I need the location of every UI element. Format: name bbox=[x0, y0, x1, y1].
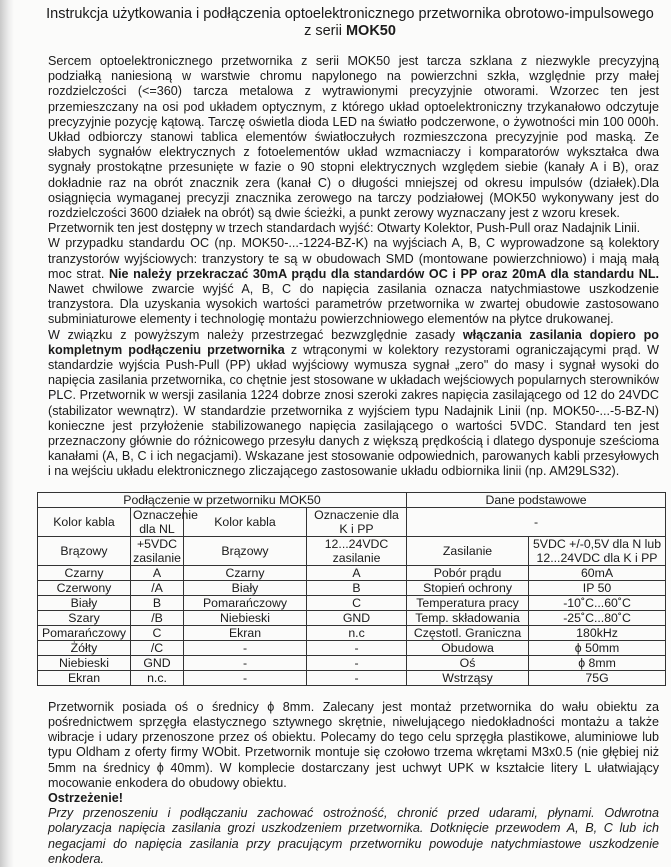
description-section bbox=[48, 54, 659, 480]
paragraph-output-standards: Przetwornik ten jest dostępny w trzech standardach wyjść: Otwarty Kolektor, Push-Pull oraz Nadajnik Linii. bbox=[48, 221, 641, 236]
cell-cable-color-kpp: Brązowy bbox=[184, 536, 307, 565]
cell-cable-color-nl: Brązowy bbox=[38, 536, 131, 565]
cell-cable-color-kpp: Biały bbox=[184, 580, 307, 595]
cell-cable-color-nl: Ekran bbox=[38, 670, 131, 685]
table-row bbox=[38, 655, 666, 670]
table-row bbox=[38, 536, 666, 565]
cell-spec-name: Częstotl. Graniczna bbox=[407, 625, 529, 640]
cell-spec-name: Zasilanie bbox=[407, 536, 529, 565]
cell-kpp-designation: - bbox=[307, 640, 407, 655]
col-basic-data: - bbox=[407, 507, 666, 536]
text-run: W związku z powyższym należy przestrzegać bezwzględnie zasady bbox=[48, 327, 463, 342]
cell-cable-color-nl: Niebieski bbox=[38, 655, 131, 670]
col-kpp-designation: Oznaczenie dla K i PP bbox=[307, 507, 407, 536]
warning-text bbox=[48, 806, 659, 867]
cell-kpp-designation: A bbox=[307, 565, 407, 580]
table-column-header bbox=[38, 507, 666, 536]
warning-heading-text: Ostrzeżenie! bbox=[48, 790, 123, 805]
group-connection: Podłączenie w przetworniku MOK50 bbox=[38, 492, 407, 507]
cell-cable-color-nl: Pomarańczowy bbox=[38, 625, 131, 640]
power-on-rule: włączania zasilania dopiero po kompletnym podłączeniu przetwornika bbox=[48, 327, 659, 357]
cell-spec-name: Oś bbox=[407, 655, 529, 670]
cell-kpp-designation: n.c bbox=[307, 625, 407, 640]
table-row bbox=[38, 640, 666, 655]
title-line-2 bbox=[40, 23, 660, 40]
cell-kpp-designation: - bbox=[307, 670, 407, 685]
cell-spec-name: Pobór prądu bbox=[407, 565, 529, 580]
cell-spec-value: 60mA bbox=[529, 565, 666, 580]
cell-kpp-designation: 12...24VDC zasilanie bbox=[307, 536, 407, 565]
cell-cable-color-kpp: Pomarańczowy bbox=[184, 595, 307, 610]
cell-cable-color-kpp: - bbox=[184, 640, 307, 655]
cell-spec-value: ϕ 50mm bbox=[529, 640, 666, 655]
table-row bbox=[38, 565, 666, 580]
cell-spec-value: -10˚C...60˚C bbox=[529, 595, 666, 610]
table-row bbox=[38, 580, 666, 595]
model-name: MOK50 bbox=[345, 23, 396, 39]
table-row bbox=[38, 670, 666, 685]
cell-cable-color-kpp: - bbox=[184, 655, 307, 670]
cell-spec-name: Temp. składowania bbox=[407, 610, 529, 625]
text-run: Nawet chwilowe zwarcie wyjść A, B, C do napięcia zasilania oznacza natychmiastowe uszkodzenie tranzystora. Dla uzyskania wysokich wartości parametrów przetwornika w zwartej obudowie zastosowano subminiaturowe elementy i technologię montażu powierzchniowego elementów na płytce drukowanej. bbox=[48, 282, 659, 327]
cell-cable-color-nl: Żółty bbox=[38, 640, 131, 655]
warning-heading bbox=[48, 791, 659, 806]
cell-kpp-designation: - bbox=[307, 655, 407, 670]
cell-cable-color-nl: Czarny bbox=[38, 565, 131, 580]
cell-spec-value: 75G bbox=[529, 670, 666, 685]
table-group-header bbox=[38, 492, 666, 507]
connection-and-specs-table bbox=[37, 492, 666, 686]
cell-cable-color-nl: Szary bbox=[38, 610, 131, 625]
cell-cable-color-nl: Czerwony bbox=[38, 580, 131, 595]
cell-nl-designation: /B bbox=[131, 610, 184, 625]
cell-spec-name: Stopień ochrony bbox=[407, 580, 529, 595]
cell-kpp-designation: GND bbox=[307, 610, 407, 625]
title-line-1: Instrukcja użytkowania i podłączenia optoelektronicznego przetwornika obrotowo-impulsowego bbox=[46, 6, 654, 22]
paragraph-intro: Sercem optoelektronicznego przetwornika z serii MOK50 jest tarcza szklana z niezwykle precyzyjną podziałką naniesioną w warstwie chromu napylonego na powierzchni szkła, względnie przy małej rozdzielczości (<=360) tarcza metalowa z wytrawionymi precyzyjnie otworami. Wzorzec ten jest przemieszczany na osi pod układem optycznym, z którego układ optoelektroniczny trzykanałowo odczytuje precyzyjnie pozycję kątową. Tarczę oświetla dioda LED na światło podczerwone, o żywotności min 100 000h. Układ odbiorczy stanowi tablica elementów światłoczułych rozmieszczona precyzyjnie pod maską. Ze słabych sygnałów elektrycznych z fotoelementów układ wzmacniaczy i komparatorów wykształca dwa sygnały prostokątne przesunięte w fazie o 90 stopni elektrycznych względem siebie (kanały A i B), oraz dokładnie raz na obrót znacznik zera (kanał C) o długości mniejszej od okresu impulsów (działek).Dla osiągnięcia wymaganej precyzji znacznika zerowego na tarczy podziałowej (MOK50 wykonywany jest do rozdzielczości 3600 działek na obrót) są dwie ścieżki, a punkt zerowy wyznaczany jest z wzoru kresek. bbox=[48, 54, 659, 221]
cell-kpp-designation: B bbox=[307, 580, 407, 595]
text-run: z wtrąconymi w kolektory rezystorami ograniczającymi prąd. W standardzie wyjścia Push-Pull (PP) układ wyjściowy wymusza sygnał „zero" do masy i sygnał wysoki do napięcia zasilania przetwornika, co chętnie jest stosowane w układach wejściowych popularnych sterowników PLC. Przetwornik w wersji zasilania 1224 dobrze znosi szeroki zakres napięcia zasilającego od 12 do 24VDC (stabilizator wewnątrz). W standardzie przetwornika z wyjściem typu Nadajnik Linii (np. MOK50-...-5-BZ-N) konieczne jest przyłożenie stabilizowanego napięcia zasilającego o wartości 5VDC. Standard ten jest przeznaczony głównie do różnicowego przesyłu danych z większą prędkością i dlatego dysponuje sześcioma kanałami (A, B, C i ich negacjami). Wskazane jest stosowanie odpowiednich, parowanych kabli przesyłowych i na wejściu układu elektronicznego zliczającego zastosowanie układu odbiornika linii (np. AM29LS32). bbox=[48, 342, 659, 479]
warning-text-body: Przy przenoszeniu i podłączaniu zachować ostrożność, chronić przed udarami, płynami. Odwrotna polaryzacja napięcia zasilania grozi uszkodzeniem przetwornika. Dotknięcie przewodem A, B, C lub ich negacjami do napięcia zasilania przy pracującym przetworniku powoduje natychmiastowe uszkodzenie enkodera. bbox=[48, 806, 659, 866]
cell-spec-value: -25˚C...80˚C bbox=[529, 610, 666, 625]
cell-nl-designation: n.c. bbox=[131, 670, 184, 685]
cell-nl-designation: /C bbox=[131, 640, 184, 655]
table-row bbox=[38, 595, 666, 610]
cell-nl-designation: +5VDC zasilanie bbox=[131, 536, 184, 565]
group-basic-data: Dane podstawowe bbox=[407, 492, 666, 507]
cell-spec-value: ϕ 8mm bbox=[529, 655, 666, 670]
cell-cable-color-kpp: Niebieski bbox=[184, 610, 307, 625]
cell-kpp-designation: C bbox=[307, 595, 407, 610]
col-nl-designation: Oznaczenie dla NL bbox=[131, 507, 184, 536]
paragraph-oc-standard bbox=[48, 236, 659, 327]
col-cable-color-nl: Kolor kabla bbox=[38, 507, 131, 536]
cell-cable-color-kpp: Czarny bbox=[184, 565, 307, 580]
cell-nl-designation: C bbox=[131, 625, 184, 640]
cell-cable-color-kpp: Ekran bbox=[184, 625, 307, 640]
cell-spec-name: Wstrząsy bbox=[407, 670, 529, 685]
cell-nl-designation: /A bbox=[131, 580, 184, 595]
current-limit-warning: Nie należy przekraczać 30mA prądu dla standardów OC i PP oraz 20mA dla standardu NL. bbox=[108, 266, 660, 281]
text-run: W przypadku standardu OC (np. MOK50-...-1224-BZ-K) na wyjściach A, B, C wyprowadzone są kolektory tranzystorów wyjściowych: tranzystory te są w obudowach SMD (montowane powierzchniowo) i mają małą moc strat. bbox=[48, 236, 659, 281]
paragraph-mounting: Przetwornik posiada oś o średnicy ϕ 8mm. Zalecany jest montaż przetwornika do wału obiektu za pośrednictwem sprzęgła elastycznego sztywnego skrętnie, niwelującego niedokładności montażu a także wibracje i udary przenoszone przez oś obiektu. Polecamy do tego celu sprzęgła plastikowe, aluminiowe lub typu Oldham z oferty firmy WObit. Przetwornik montuje się czołowo trzema wkrętami M3x0.5 (nie głębiej niż 5mm na średnicy ϕ 40mm). W komplecie dostarczany jest uchwyt UPK w kształcie litery L ułatwiający mocowanie enkodera do obudowy obiektu. bbox=[48, 699, 659, 790]
title-prefix: z serii bbox=[304, 23, 346, 39]
cell-spec-value: 180kHz bbox=[529, 625, 666, 640]
cell-spec-value: 5VDC +/-0,5V dla N lub 12...24VDC dla K i PP bbox=[529, 536, 666, 565]
cell-spec-value: IP 50 bbox=[529, 580, 666, 595]
cell-nl-designation: A bbox=[131, 565, 184, 580]
table-row bbox=[38, 610, 666, 625]
paragraph-power-rules bbox=[48, 328, 659, 480]
col-cable-color-kpp: Kolor kabla bbox=[184, 507, 307, 536]
cell-cable-color-nl: Biały bbox=[38, 595, 131, 610]
table-row bbox=[38, 625, 666, 640]
cell-cable-color-kpp: - bbox=[184, 670, 307, 685]
cell-nl-designation: B bbox=[131, 595, 184, 610]
cell-spec-name: Temperatura pracy bbox=[407, 595, 529, 610]
cell-nl-designation: GND bbox=[131, 655, 184, 670]
mounting-section bbox=[48, 700, 659, 867]
cell-spec-name: Obudowa bbox=[407, 640, 529, 655]
document-title bbox=[40, 6, 660, 40]
